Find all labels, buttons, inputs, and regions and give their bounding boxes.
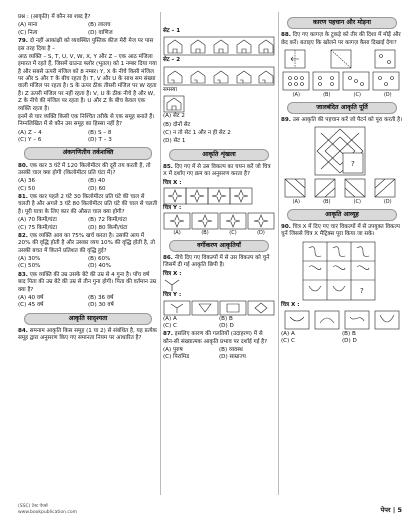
figure-x-label: चित्र X : [163, 270, 182, 277]
option[interactable]: (C) 75 किमी/घंटा [18, 224, 57, 231]
question-text: एक व्यक्ति की उम्र उसके बेटे की उम्र से 4 गुना है। पाँच वर्ष बाद पिता की उम्र बेटे की उम्र से तीन गुना होगी। पिता की वर्तमान उम्र क्या है? [18, 271, 157, 293]
options [163, 347, 275, 362]
hidden-figure-icon [163, 278, 181, 292]
option[interactable]: (A) Z – 4 [18, 129, 42, 136]
question-number: 81. [18, 194, 28, 201]
column-divider [160, 12, 161, 495]
option[interactable]: (C) 50 [18, 185, 36, 192]
option[interactable]: (B) 60% [88, 256, 111, 263]
matrix-options-icon [281, 309, 401, 331]
option[interactable]: (B) 36 वर्ष [88, 294, 114, 301]
question-88 [281, 32, 403, 47]
option-label[interactable]: (C) [229, 230, 237, 237]
section-heading: आकृति आव्यूह [287, 209, 397, 221]
option[interactable]: (B) लालच [88, 22, 111, 29]
option[interactable]: (A) 70 किमी/घंटा [18, 217, 57, 224]
option[interactable]: (C) 45 वर्ष [18, 302, 44, 309]
passage: आठ व्यक्ति – S, T, U, V, W, X, Y और Z – एक आठ मंजिला इमारत में रहते हैं, जिसमें ग्राउन्ड फ्लोर (भूतल) को 1 नम्बर दिया गया है और सबसे ऊपरी मंजिल को 8 नम्बर। Y, X के नीचे किसी मंजिल पर और S और T के बीच रहता है। T, V और U के साथ सम संख्या वाली मंजिल पर रहता है। S के ऊपर ठीक तीसरी मंजिल पर W रहता है। Z ऊपरी मंजिल पर नहीं रहता है। V, U के ठीक नीचे है और W, Z के नीचे की मंजिल पर रहता है। U और Z के बीच केवल एक व्यक्ति रहता है। [18, 53, 157, 112]
option[interactable]: (C) न तो सेट 1 और न ही सेट 2 [163, 129, 231, 136]
question-80 [18, 163, 158, 178]
star-options-icon [163, 212, 275, 230]
set-2-figures [163, 66, 275, 86]
options [163, 316, 275, 331]
option[interactable]: (C) 50% [18, 263, 41, 270]
options [18, 22, 158, 37]
question-number: 87. [163, 331, 173, 338]
question-85 [163, 164, 275, 179]
question-number: 85. [163, 163, 173, 170]
column-middle [163, 14, 275, 362]
question-84 [18, 328, 158, 343]
question-text: एक कार पहले 2 घंटे 30 किलोमीटर प्रति घंटे की चाल से चलती है और अगले 3 घंटे 80 किलोमीटर प्रति घंटे की चाल से चलती है। पूरी यात्रा के लिए कार की औसत चाल क्या होगी? [18, 194, 158, 215]
question-number: 79. [18, 38, 28, 45]
question-number: 82. [18, 232, 28, 239]
figure-x-label: चित्र X : [163, 179, 182, 186]
set-labels [163, 28, 275, 35]
question-number: 90. [281, 223, 291, 230]
option[interactable]: (D) 80 किमी/घंटा [88, 224, 128, 231]
column-divider [278, 12, 279, 495]
question-90 [281, 224, 403, 239]
option[interactable]: (D) D [219, 322, 234, 329]
question-83 [18, 272, 158, 294]
question-number: 83. [18, 271, 28, 278]
page-footer [0, 499, 416, 525]
option-label[interactable]: (B) [201, 230, 209, 237]
option[interactable]: (A) 30% [18, 256, 41, 263]
option[interactable]: (B) B [342, 331, 356, 337]
question-text: इनमें से चार व्यक्ति किसी एक निश्चित तरीके से एक समूह बनाते हैं। निम्नलिखित में से कौन उस समूह का हिस्सा नहीं है? [18, 113, 155, 128]
question-number: 88. [281, 32, 291, 39]
option-label[interactable]: (A) [173, 230, 181, 237]
page-number: पेपर | 5 [380, 506, 402, 515]
question-text: चित्र X में दिए गए चार विकल्पों में से उपयुक्त विकल्प चुनें जिससे चित्र X मैट्रिक्स पूरा किया जा सके। [281, 223, 400, 238]
option[interactable]: (D) T – 3 [88, 137, 112, 143]
question-82 [18, 233, 158, 255]
option[interactable]: (C) Y – 6 [18, 137, 42, 143]
question-text: दो नहीं आकांक्षी को व्यवस्थित पुस्तिक कीज मेरी मेज पर पास इस तरह दिया है – [18, 38, 154, 52]
option[interactable]: (D) 30 वर्ष [88, 302, 114, 309]
option[interactable]: (D) साम्राज्य [219, 354, 246, 361]
question-89 [281, 117, 403, 124]
figure-y-label: चित्र Y : [163, 292, 182, 299]
option[interactable]: (A) सेट 2 [163, 113, 185, 120]
option-label[interactable]: (D) [383, 199, 392, 206]
house-figures-icon [163, 66, 275, 86]
option[interactable]: (D) सेट 1 [163, 138, 186, 145]
pattern-options-icon [281, 177, 401, 199]
question-79 [18, 38, 158, 53]
option-label[interactable]: (B) [323, 91, 331, 98]
section-heading: अंकगणितीय तर्कशक्ति [24, 147, 152, 159]
option-label[interactable]: (D) [257, 230, 265, 237]
option[interactable]: (C) नित्य [18, 29, 38, 36]
options [18, 217, 158, 232]
section-heading: आकृति शृंखला [169, 149, 269, 161]
option-label[interactable]: (C) [353, 91, 361, 98]
section-heading: वर्गीकरण आकृतियाँ [169, 240, 269, 252]
options [281, 331, 403, 346]
pattern-completion-icon [281, 125, 401, 177]
option[interactable]: (B) 40 [88, 178, 106, 185]
column-right [281, 14, 403, 346]
option[interactable]: (B) B [219, 315, 233, 322]
question-number: 86. [163, 255, 173, 262]
question-text: दिए गए में से उस विकल्प का चयन करें जो चित्र X में दर्शाए गए क्रम का अनुसरण करता है? [163, 163, 271, 178]
option[interactable]: (A) A [281, 331, 295, 337]
matrix-figure-icon [281, 240, 401, 302]
paper-folding-icon [281, 48, 401, 70]
option[interactable]: (A) A [163, 315, 177, 322]
option[interactable]: (B) 72 किमी/घंटा [88, 217, 127, 224]
question-81 [18, 194, 158, 216]
option[interactable]: (A) 40 वर्ष [18, 294, 44, 301]
question-text: समनाम आकृति किस समूह (1 या 2) से संबंधित है, यह प्रत्येक समूह द्वारा अनुसरण किए गए समानता नियम पर आधारित है? [18, 327, 157, 342]
svg-text:?: ? [351, 160, 355, 169]
question-text: इसलिए कारण की गलतियों (उदाहरण) में से कौन-सी संख्यात्मक आकृति प्रभाव पर दर्शाई गई है? [163, 331, 268, 345]
option[interactable]: (C) C [163, 322, 177, 329]
question-text: एक व्यक्ति आय का 75% खर्च करता है। उसकी आय में 20% की वृद्धि होती है और उसका व्यय 10% की वृद्धि होती है, तो उसकी बचत में कितने प्रतिशत की वृद्धि हुई? [18, 232, 155, 254]
column-left [18, 14, 158, 344]
figure-x-label: चित्र X : [281, 301, 300, 308]
problem-figure-label: समस्या [163, 86, 177, 93]
shape-options-icon [163, 300, 275, 316]
option-labels [281, 199, 403, 206]
option-label[interactable]: (C) [353, 199, 361, 206]
set-1-label: सेट – 1 [163, 28, 181, 34]
set-1-figures [163, 36, 275, 56]
section-heading: आकृति सादृश्यता [24, 313, 152, 325]
options [18, 295, 158, 310]
option-label[interactable]: (B) [323, 199, 331, 206]
question-number: 89. [281, 116, 291, 123]
question-86 [163, 255, 275, 270]
question-text: उस आकृति की पहचान करें जो पैटर्न को पूरा करती है। [292, 116, 403, 123]
house-figures-icon [163, 36, 275, 56]
star-series-icon [163, 187, 275, 205]
option[interactable]: (D) वाणिज [88, 29, 113, 36]
option[interactable]: (B) दोनों सेट [163, 121, 191, 128]
option[interactable]: (A) 36 [18, 178, 36, 185]
options [18, 178, 158, 193]
question-text: दिए गए कागज़ के टुकड़े को तीर की दिशा में मोड़ें और छेद करें। बताइए कि खोलने पर कागज़ कैसा दिखाई देगा? [281, 32, 401, 46]
section-heading: जालबंदित आकृति पूर्ति [287, 102, 397, 114]
option-labels [281, 92, 403, 99]
folding-options-icon [281, 70, 401, 92]
question-87 [163, 331, 275, 346]
option[interactable]: (B) व्यवस्थ [219, 347, 243, 354]
option[interactable]: (D) D [342, 338, 357, 345]
set-2-label: सेट – 2 [163, 57, 181, 64]
question-text: एक कार 3 घंटे में 120 किलोमीटर की दूरी तय करती है, तो उसकी चाल क्या होगी (किलोमीटर प्रति घंटा में)? [18, 162, 151, 176]
question-text: नीचे दिए गए विकल्पों में से उस विकल्प को चुनें जिसमें दी गई आकृति छिपी है। [163, 255, 270, 269]
option[interactable]: (A) पुरुष [163, 347, 183, 354]
option[interactable]: (C) C [281, 338, 295, 345]
option-label[interactable]: (A) [292, 199, 300, 206]
house-problem-icon [163, 95, 185, 113]
figure-y-label: चित्र Y : [163, 204, 182, 211]
option[interactable]: (A) माना [18, 22, 38, 29]
question-text: प्रश्न : (आकृति) में कौन सा शब्द है? [18, 14, 91, 20]
option-label[interactable]: (D) [383, 91, 392, 98]
question-number: 84. [18, 327, 28, 334]
publisher-tag: (SSC) टेस्ट पेपर्स www.bookpublication.com [18, 504, 77, 515]
option[interactable]: (D) 60 [88, 185, 106, 192]
option-label[interactable]: (A) [292, 91, 300, 98]
options [18, 130, 158, 145]
svg-text:?: ? [360, 286, 364, 295]
options [18, 256, 158, 271]
option-labels [163, 230, 275, 237]
option[interactable]: (C) पिरामिड [163, 354, 190, 361]
section-heading: कारण पहचान और मोड़ना [287, 17, 397, 29]
option[interactable]: (D) 40% [88, 263, 111, 270]
option[interactable]: (B) S – 8 [88, 129, 112, 136]
question-number: 80. [18, 162, 28, 169]
